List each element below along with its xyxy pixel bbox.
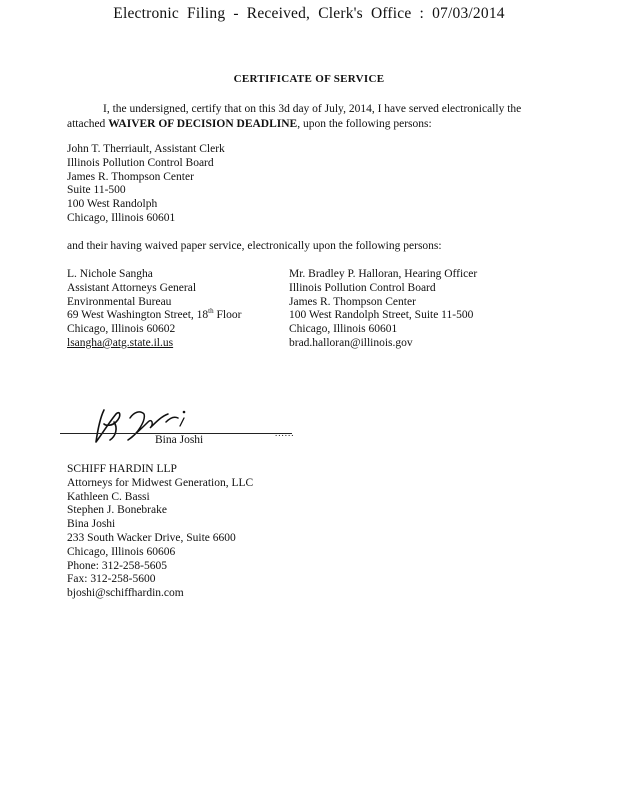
- address-line: Illinois Pollution Control Board: [289, 281, 436, 294]
- recipient-name: L. Nichole Sangha: [67, 268, 153, 280]
- address-line: Mr. Bradley P. Halloran, Hearing Officer: [289, 268, 478, 280]
- street-floor: Floor: [213, 309, 242, 322]
- filing-stamp-header: Electronic Filing - Received, Clerk's Office : 07/03/2014: [113, 5, 505, 22]
- waived-service-text: [67, 240, 442, 254]
- address-line: Suite 11-500: [67, 184, 126, 197]
- intro-text-2: , upon the following persons:: [297, 117, 432, 130]
- firm-phone: Phone: 312-258-5605: [67, 559, 167, 572]
- address-line: Illinois Pollution Control Board: [67, 156, 214, 169]
- address-line: John T. Therriault, Assistant Clerk: [67, 143, 225, 155]
- recipient-attorney-general: [67, 268, 241, 351]
- firm-line: Bina Joshi: [67, 518, 116, 531]
- recipient-email-link[interactable]: lsangha@atg.state.il.us: [67, 336, 174, 349]
- address-line: Chicago, Illinois 60601: [67, 211, 176, 224]
- document-name: WAIVER OF DECISION DEADLINE: [108, 117, 298, 130]
- address-line: Chicago, Illinois 60601: [289, 323, 398, 336]
- waived-service-line: and their having waived paper service, electronically upon the following persons:: [67, 240, 442, 252]
- firm-signature-block: [67, 463, 253, 601]
- recipient-title: Assistant Attorneys General: [67, 281, 197, 294]
- address-line: 100 West Randolph Street, Suite 11-500: [289, 309, 474, 322]
- recipient-clerk-address: [67, 143, 225, 226]
- recipient-hearing-officer: [289, 268, 477, 351]
- firm-line: Chicago, Illinois 60606: [67, 545, 176, 558]
- address-line: 100 West Randolph: [67, 198, 158, 211]
- recipient-city: Chicago, Illinois 60602: [67, 323, 176, 336]
- firm-email: bjoshi@schiffhardin.com: [67, 587, 184, 600]
- street-ordinal: th: [208, 307, 214, 316]
- address-line: James R. Thompson Center: [67, 170, 194, 183]
- firm-fax: Fax: 312-258-5600: [67, 573, 156, 586]
- firm-line: Attorneys for Midwest Generation, LLC: [67, 476, 254, 489]
- signer-name: Bina Joshi: [155, 434, 204, 446]
- recipient-street: [67, 309, 241, 323]
- firm-line: Stephen J. Bonebrake: [67, 504, 167, 517]
- intro-text-1: I, the undersigned, certify that on this 3d day of July, 2014, I have served electronically the attached: [67, 103, 522, 130]
- firm-name: SCHIFF HARDIN LLP: [67, 463, 177, 475]
- document-title: CERTIFICATE OF SERVICE: [233, 73, 385, 85]
- street-text: 69 West Washington Street, 18: [67, 309, 209, 322]
- recipient-bureau: Environmental Bureau: [67, 295, 172, 308]
- firm-line: Kathleen C. Bassi: [67, 490, 150, 503]
- intro-paragraph: [67, 102, 547, 131]
- recipient-email: brad.halloran@illinois.gov: [289, 336, 413, 349]
- address-line: James R. Thompson Center: [289, 295, 416, 308]
- firm-line: 233 South Wacker Drive, Suite 6600: [67, 531, 236, 544]
- signature-line-dots: ......: [275, 428, 295, 438]
